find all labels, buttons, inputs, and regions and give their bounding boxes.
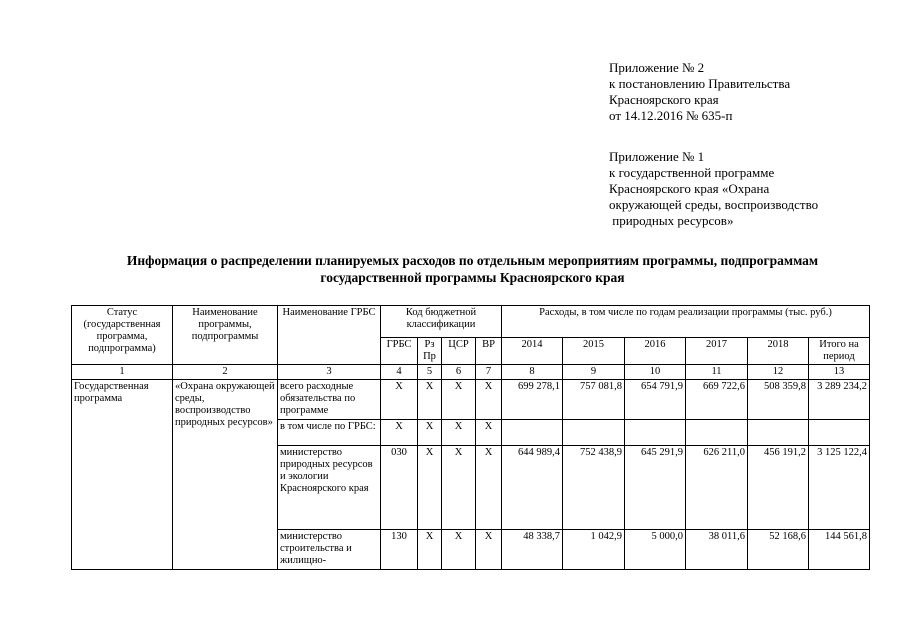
csr-cell: Х <box>442 530 476 570</box>
expenses-table <box>71 305 870 570</box>
column-number-row <box>72 365 870 380</box>
value-2018: 52 168,6 <box>748 530 809 570</box>
value-2015 <box>563 420 625 446</box>
table-row <box>72 380 870 420</box>
column-number: 1 <box>72 365 173 380</box>
appendix-line: природных ресурсов» <box>609 213 734 228</box>
header-2015: 2015 <box>563 338 625 365</box>
vr-cell: Х <box>476 446 502 530</box>
title-line-2: государственной программы Красноярского края <box>320 270 625 285</box>
appendix-block-2 <box>609 149 818 229</box>
rz-pr-cell: Х <box>418 380 442 420</box>
rz-pr-cell: Х <box>418 530 442 570</box>
appendix-line: Красноярского края «Охрана <box>609 181 770 196</box>
value-2017 <box>686 420 748 446</box>
grbs-name-cell: всего расходные обязательства по программе <box>278 380 381 420</box>
csr-cell: Х <box>442 446 476 530</box>
value-2014: 699 278,1 <box>502 380 563 420</box>
header-total: Итого на период <box>809 338 870 365</box>
header-2017: 2017 <box>686 338 748 365</box>
grbs-name-cell: министерство строительства и жилищно- <box>278 530 381 570</box>
grbs-name-cell: министерство природных ресурсов и экологии Красноярского края <box>278 446 381 530</box>
value-2018: 508 359,8 <box>748 380 809 420</box>
appendix-line: окружающей среды, воспроизводство <box>609 197 819 212</box>
vr-cell: Х <box>476 420 502 446</box>
rz-pr-cell: Х <box>418 420 442 446</box>
column-number: 9 <box>563 365 625 380</box>
column-number: 4 <box>381 365 418 380</box>
header-expenses: Расходы, в том числе по годам реализации программы (тыс. руб.) <box>502 306 870 338</box>
value-2015: 752 438,9 <box>563 446 625 530</box>
appendix-line: к государственной программе <box>609 165 775 180</box>
header-budget-code: Код бюджетной классификации <box>381 306 502 338</box>
column-number: 13 <box>809 365 870 380</box>
value-2017: 626 211,0 <box>686 446 748 530</box>
value-2017: 669 722,6 <box>686 380 748 420</box>
value-2018: 456 191,2 <box>748 446 809 530</box>
appendix-line: Приложение № 2 <box>609 60 705 75</box>
value-2017: 38 011,6 <box>686 530 748 570</box>
column-number: 11 <box>686 365 748 380</box>
header-rz-pr: Рз Пр <box>418 338 442 365</box>
grbs-cell: Х <box>381 380 418 420</box>
appendix-line: от 14.12.2016 № 635-п <box>609 108 733 123</box>
grbs-name-cell: в том числе по ГРБС: <box>278 420 381 446</box>
column-number: 2 <box>173 365 278 380</box>
csr-cell: Х <box>442 420 476 446</box>
appendix-line: Приложение № 1 <box>609 149 705 164</box>
header-2018: 2018 <box>748 338 809 365</box>
value-total: 3 125 122,4 <box>809 446 870 530</box>
column-number: 6 <box>442 365 476 380</box>
vr-cell: Х <box>476 530 502 570</box>
column-number: 12 <box>748 365 809 380</box>
rz-pr-cell: Х <box>418 446 442 530</box>
vr-cell: Х <box>476 380 502 420</box>
value-2016 <box>625 420 686 446</box>
header-grbs-name: Наименование ГРБС <box>278 306 381 365</box>
appendix-block-1 <box>609 60 790 124</box>
status-cell: Государственная программа <box>72 380 173 570</box>
column-number: 5 <box>418 365 442 380</box>
header-program-name: Наименование программы, подпрограммы <box>173 306 278 365</box>
value-2014: 48 338,7 <box>502 530 563 570</box>
grbs-cell: 130 <box>381 530 418 570</box>
document-title <box>40 252 905 286</box>
header-grbs: ГРБС <box>381 338 418 365</box>
value-total: 3 289 234,2 <box>809 380 870 420</box>
value-2016: 654 791,9 <box>625 380 686 420</box>
value-total <box>809 420 870 446</box>
csr-cell: Х <box>442 380 476 420</box>
header-status: Статус (государственная программа, подпрограмма) <box>72 306 173 365</box>
grbs-cell: 030 <box>381 446 418 530</box>
header-2016: 2016 <box>625 338 686 365</box>
value-2014: 644 989,4 <box>502 446 563 530</box>
value-2018 <box>748 420 809 446</box>
column-number: 8 <box>502 365 563 380</box>
header-csr: ЦСР <box>442 338 476 365</box>
grbs-cell: Х <box>381 420 418 446</box>
header-2014: 2014 <box>502 338 563 365</box>
value-total: 144 561,8 <box>809 530 870 570</box>
value-2016: 5 000,0 <box>625 530 686 570</box>
column-number: 3 <box>278 365 381 380</box>
column-number: 10 <box>625 365 686 380</box>
appendix-line: Красноярского края <box>609 92 719 107</box>
value-2015: 1 042,9 <box>563 530 625 570</box>
column-number: 7 <box>476 365 502 380</box>
value-2016: 645 291,9 <box>625 446 686 530</box>
header-vr: ВР <box>476 338 502 365</box>
title-line-1: Информация о распределении планируемых расходов по отдельным мероприятиям программы, подпрограммам <box>126 253 819 268</box>
value-2014 <box>502 420 563 446</box>
value-2015: 757 081,8 <box>563 380 625 420</box>
appendix-line: к постановлению Правительства <box>609 76 791 91</box>
program-cell: «Охрана окружающей среды, воспроизводство природных ресурсов» <box>173 380 278 570</box>
